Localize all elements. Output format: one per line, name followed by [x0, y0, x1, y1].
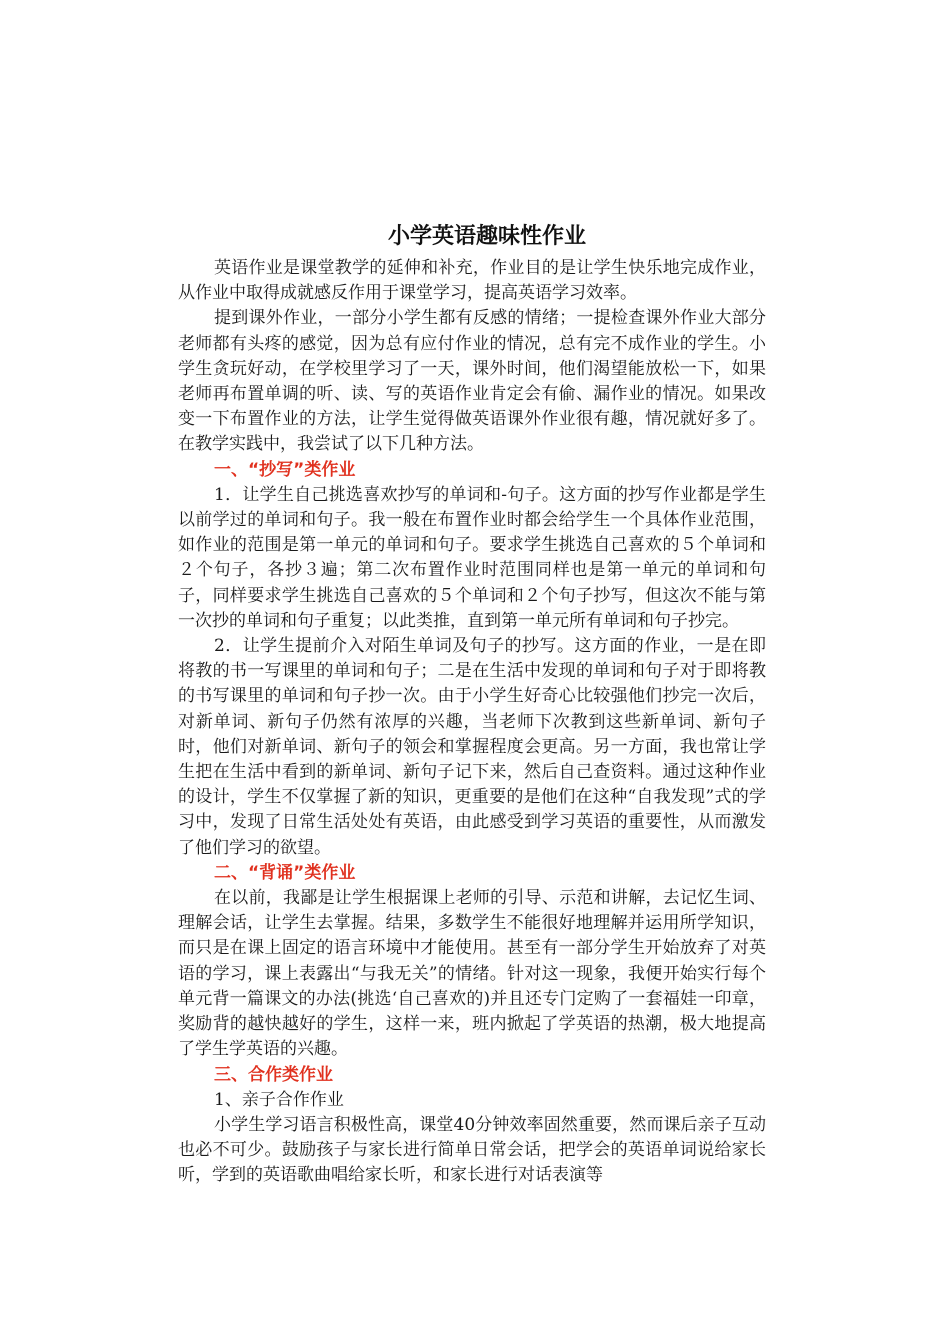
section-heading-cooperation: 三、合作类作业	[214, 1064, 333, 1085]
paragraph-intro: 英语作业是课堂教学的延伸和补充，作业目的是让学生快乐地完成作业，从作业中取得成就感反作用于课堂学习，提高英语学习效率。	[178, 258, 766, 304]
section-heading-copying: 一、“抄写”类作业	[214, 459, 356, 480]
paragraph-copying-2: 2．让学生提前介入对陌生单词及句子的抄写。这方面的作业，一是在即将教的书一写课里的单词和句子；二是在生活中发现的单词和句子对于即将教的书写课里的单词和句子抄一次。由于小学生好奇心比较强他们抄完一次后，对新单词、新句子仍然有浓厚的兴趣，当老师下次教到这些新单词、新句子时，他们对新单词、新句子的领会和掌握程度会更高。另一方面，我也常让学生把在生活中看到的新单词、新句子记下来，然后自己查资料。通过这种作业的设计，学生不仅掌握了新的知识，更重要的是他们在这种“自我发现”式的学习中，发现了日常生活处处有英语，由此感受到学习英语的重要性，从而激发了他们学习的欲望。	[178, 636, 766, 858]
document-page	[178, 218, 766, 1189]
section-heading-recitation: 二、“背诵”类作业	[214, 862, 356, 883]
document-title: 小学英语趣味性作业	[387, 224, 586, 249]
paragraph-recitation: 在以前，我鄙是让学生根据课上老师的引导、示范和讲解，去记忆生词、理解会话，让学生去掌握。结果，多数学生不能很好地理解并运用所学知识，而只是在课上固定的语言环境中才能使用。甚至有一部分学生开始放弃了对英语的学习，课上表露出“与我无关”的情绪。针对这一现象，我便开始实行每个单元背一篇课文的办法(挑选‘自己喜欢的)并且还专门定购了一套福娃一印章，奖励背的越快越好的学生，这样一来，班内掀起了学英语的热潮，极大地提高了学生学英语的兴趣。	[178, 888, 766, 1060]
paragraph-parent-child: 小学生学习语言积极性高，课堂40分钟效率固然重要，然而课后亲子互动也必不可少。鼓励孩子与家长进行简单日常会话，把学会的英语单词说给家长听，学到的英语歌曲唱给家长听，和家长进行对话表演等	[178, 1114, 766, 1186]
paragraph-background: 提到课外作业，一部分小学生都有反感的情绪；一提检查课外作业大部分老师都有头疼的感觉，因为总有应付作业的情况，总有完不成作业的学生。小学生贪玩好动，在学校里学习了一天，课外时间，他们渴望能放松一下，如果老师再布置单调的听、读、写的英语作业肯定会有偷、漏作业的情况。如果改变一下布置作业的方法，让学生觉得做英语课外作业很有趣，情况就好多了。在教学实践中，我尝试了以下几种方法。	[178, 308, 766, 455]
paragraph-copying-1: 1．让学生自己挑选喜欢抄写的单词和-句子。这方面的抄写作业都是学生以前学过的单词和句子。我一般在布置作业时都会给学生一个具体作业范围，如作业的范围是第一单元的单词和句子。要求学生挑选自己喜欢的５个单词和２个句子，各抄３遍；第二次布置作业时范围同样也是第一单元的单词和句子，同样要求学生挑选自己喜欢的５个单词和２个句子抄写，但这次不能与第一次抄的单词和句子重复；以此类推，直到第一单元所有单词和句子抄完。	[178, 484, 766, 631]
subsection-parent-child: 1、亲子合作作业	[214, 1089, 344, 1110]
